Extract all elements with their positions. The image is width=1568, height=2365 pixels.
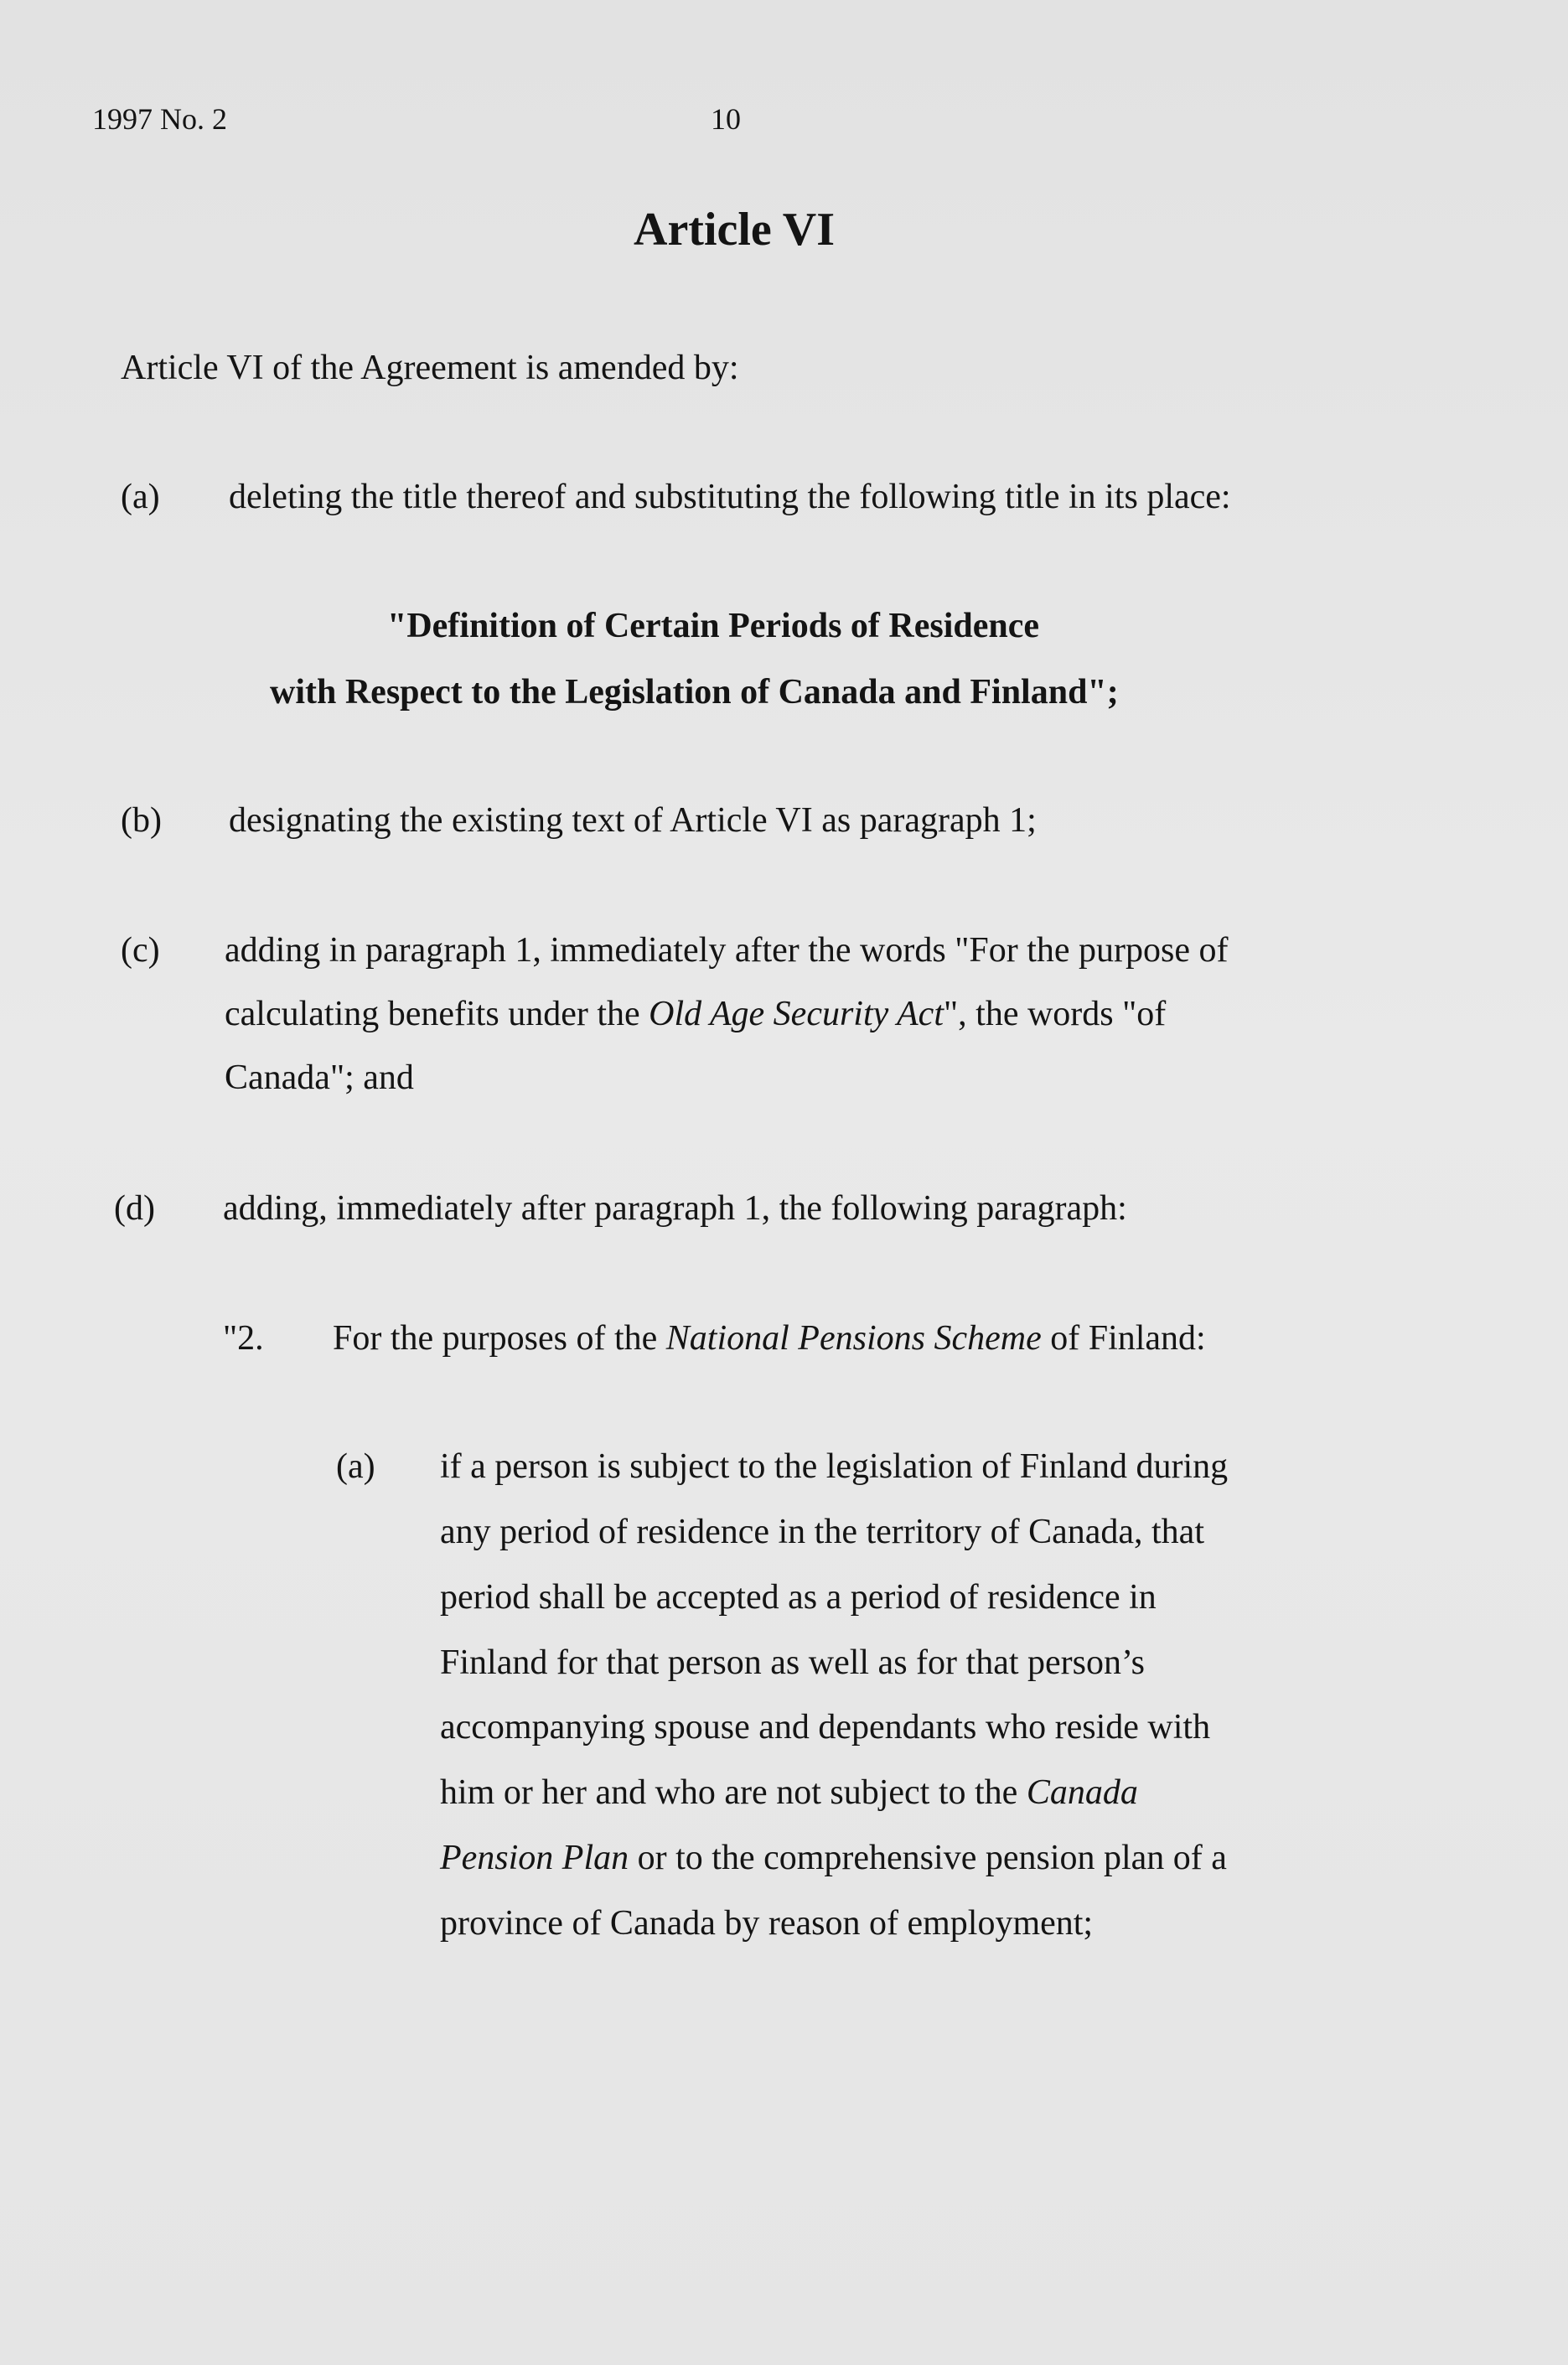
intro-text: Article VI of the Agreement is amended by: xyxy=(121,349,739,387)
sub-a-line-6 xyxy=(440,1775,1138,1810)
sub-a-line-3: period shall be accepted as a period of residence in xyxy=(440,1578,1157,1617)
paragraph-2-text xyxy=(333,1321,1206,1356)
item-a-text: deleting the title thereof and substituting the following title in its place: xyxy=(229,478,1231,516)
item-c-line-2-pre: calculating benefits under the xyxy=(225,995,649,1033)
item-a-marker: (a) xyxy=(121,478,160,516)
sub-a-pension-plan: Pension Plan xyxy=(440,1839,629,1877)
sub-a-line-1: if a person is subject to the legislation of Finland during xyxy=(440,1447,1229,1486)
sub-a-line-5: accompanying spouse and dependants who reside with xyxy=(440,1708,1211,1747)
item-d-marker: (d) xyxy=(114,1189,155,1228)
item-b-marker: (b) xyxy=(121,801,162,840)
page-number: 10 xyxy=(711,102,741,136)
paragraph-2-scheme-name: National Pensions Scheme xyxy=(665,1319,1042,1358)
paragraph-2-marker: "2. xyxy=(223,1319,264,1358)
item-c-line-2-post: ", the words "of xyxy=(944,995,1167,1033)
new-title-line-1: "Definition of Certain Periods of Residence xyxy=(387,607,1040,645)
document-number: 1997 No. 2 xyxy=(92,102,227,136)
sub-a-line-7 xyxy=(440,1840,1227,1876)
article-title: Article VI xyxy=(634,204,835,256)
sub-a-canada: Canada xyxy=(1026,1773,1138,1812)
item-c-marker: (c) xyxy=(121,931,160,970)
item-d-text: adding, immediately after paragraph 1, the following paragraph: xyxy=(223,1189,1127,1228)
sub-a-line-4: Finland for that person as well as for that person’s xyxy=(440,1643,1145,1682)
item-c-line-3: Canada"; and xyxy=(225,1058,414,1097)
sub-a-line-7-post: or to the comprehensive pension plan of a xyxy=(629,1839,1227,1877)
sub-a-marker: (a) xyxy=(336,1447,375,1486)
item-b-text: designating the existing text of Article VI as paragraph 1; xyxy=(229,801,1037,840)
item-c-line-2 xyxy=(225,996,1166,1032)
item-c-act-name: Old Age Security Act xyxy=(649,995,944,1033)
new-title-line-2: with Respect to the Legislation of Canada and Finland"; xyxy=(270,673,1119,712)
paragraph-2-pre: For the purposes of the xyxy=(333,1319,666,1358)
sub-a-line-6-pre: him or her and who are not subject to the xyxy=(440,1773,1027,1812)
paragraph-2-post: of Finland: xyxy=(1041,1319,1206,1358)
sub-a-line-2: any period of residence in the territory of Canada, that xyxy=(440,1513,1204,1551)
item-c-line-1: adding in paragraph 1, immediately after the words "For the purpose of xyxy=(225,931,1229,970)
sub-a-line-8: province of Canada by reason of employment; xyxy=(440,1904,1094,1943)
